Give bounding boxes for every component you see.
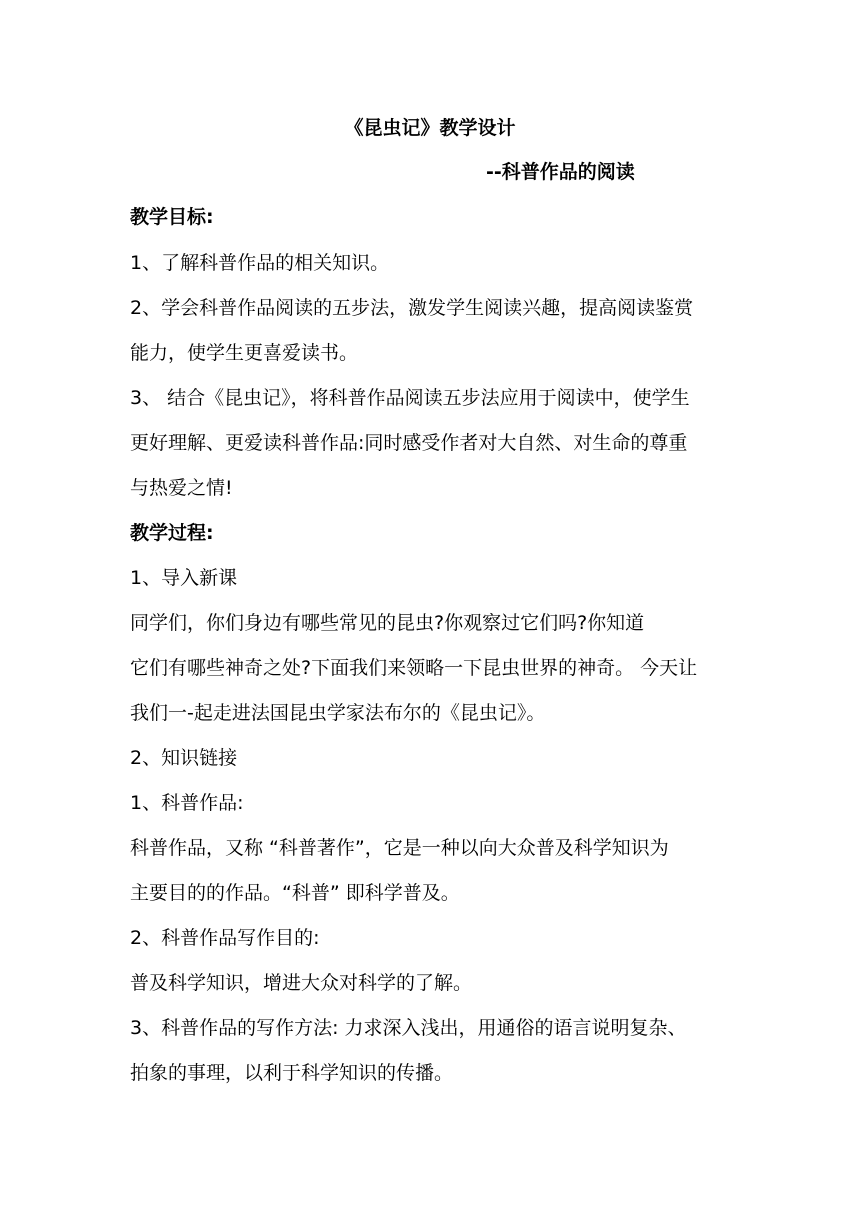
section-heading-goals: 教学目标: (130, 206, 214, 228)
paragraph-line: 2、科普作品写作目的: (130, 927, 320, 949)
paragraph-line: 我们一-起走进法国昆虫学家法布尔的《昆虫记》。 (130, 702, 546, 724)
paragraph-line: 1、了解科普作品的相关知识。 (130, 252, 390, 274)
paragraph-line: 拍象的事理，以利于科学知识的传播。 (130, 1062, 454, 1084)
paragraph-line: 2、知识链接 (130, 747, 238, 769)
paragraph-line: 3、科普作品的写作方法: 力求深入浅出，用通俗的语言说明复杂、 (130, 1017, 687, 1039)
document-title: 《昆虫记》教学设计 (344, 117, 516, 139)
paragraph-line: 更好理解、更爱读科普作品:同时感受作者对大自然、对生命的尊重 (130, 432, 688, 454)
paragraph-line: 3、 结合《昆虫记》，将科普作品阅读五步法应用于阅读中，使学生 (130, 387, 690, 409)
paragraph-line: 1、导入新课 (130, 567, 238, 589)
paragraph-line: 普及科学知识，增进大众对科学的了解。 (130, 972, 473, 994)
paragraph-line: 1、科普作品: (130, 792, 244, 814)
paragraph-line: 科普作品，又称 “科普著作”，它是一种以向大众普及科学知识为 (130, 837, 669, 859)
paragraph-line: 它们有哪些神奇之处?下面我们来领略一下昆虫世界的神奇。 今天让 (130, 657, 698, 679)
paragraph-line: 能力，使学生更喜爱读书。 (130, 342, 359, 364)
document-subtitle: --科普作品的阅读 (486, 161, 635, 183)
paragraph-line: 主要目的的作品。“科普” 即科学普及。 (130, 882, 460, 904)
paragraph-line: 与热爱之情! (130, 477, 233, 499)
paragraph-line: 2、学会科普作品阅读的五步法，激发学生阅读兴趣，提高阅读鉴赏 (130, 297, 694, 319)
section-heading-process: 教学过程: (130, 522, 214, 544)
paragraph-line: 同学们，你们身边有哪些常见的昆虫?你观察过它们吗?你知道 (130, 612, 645, 634)
